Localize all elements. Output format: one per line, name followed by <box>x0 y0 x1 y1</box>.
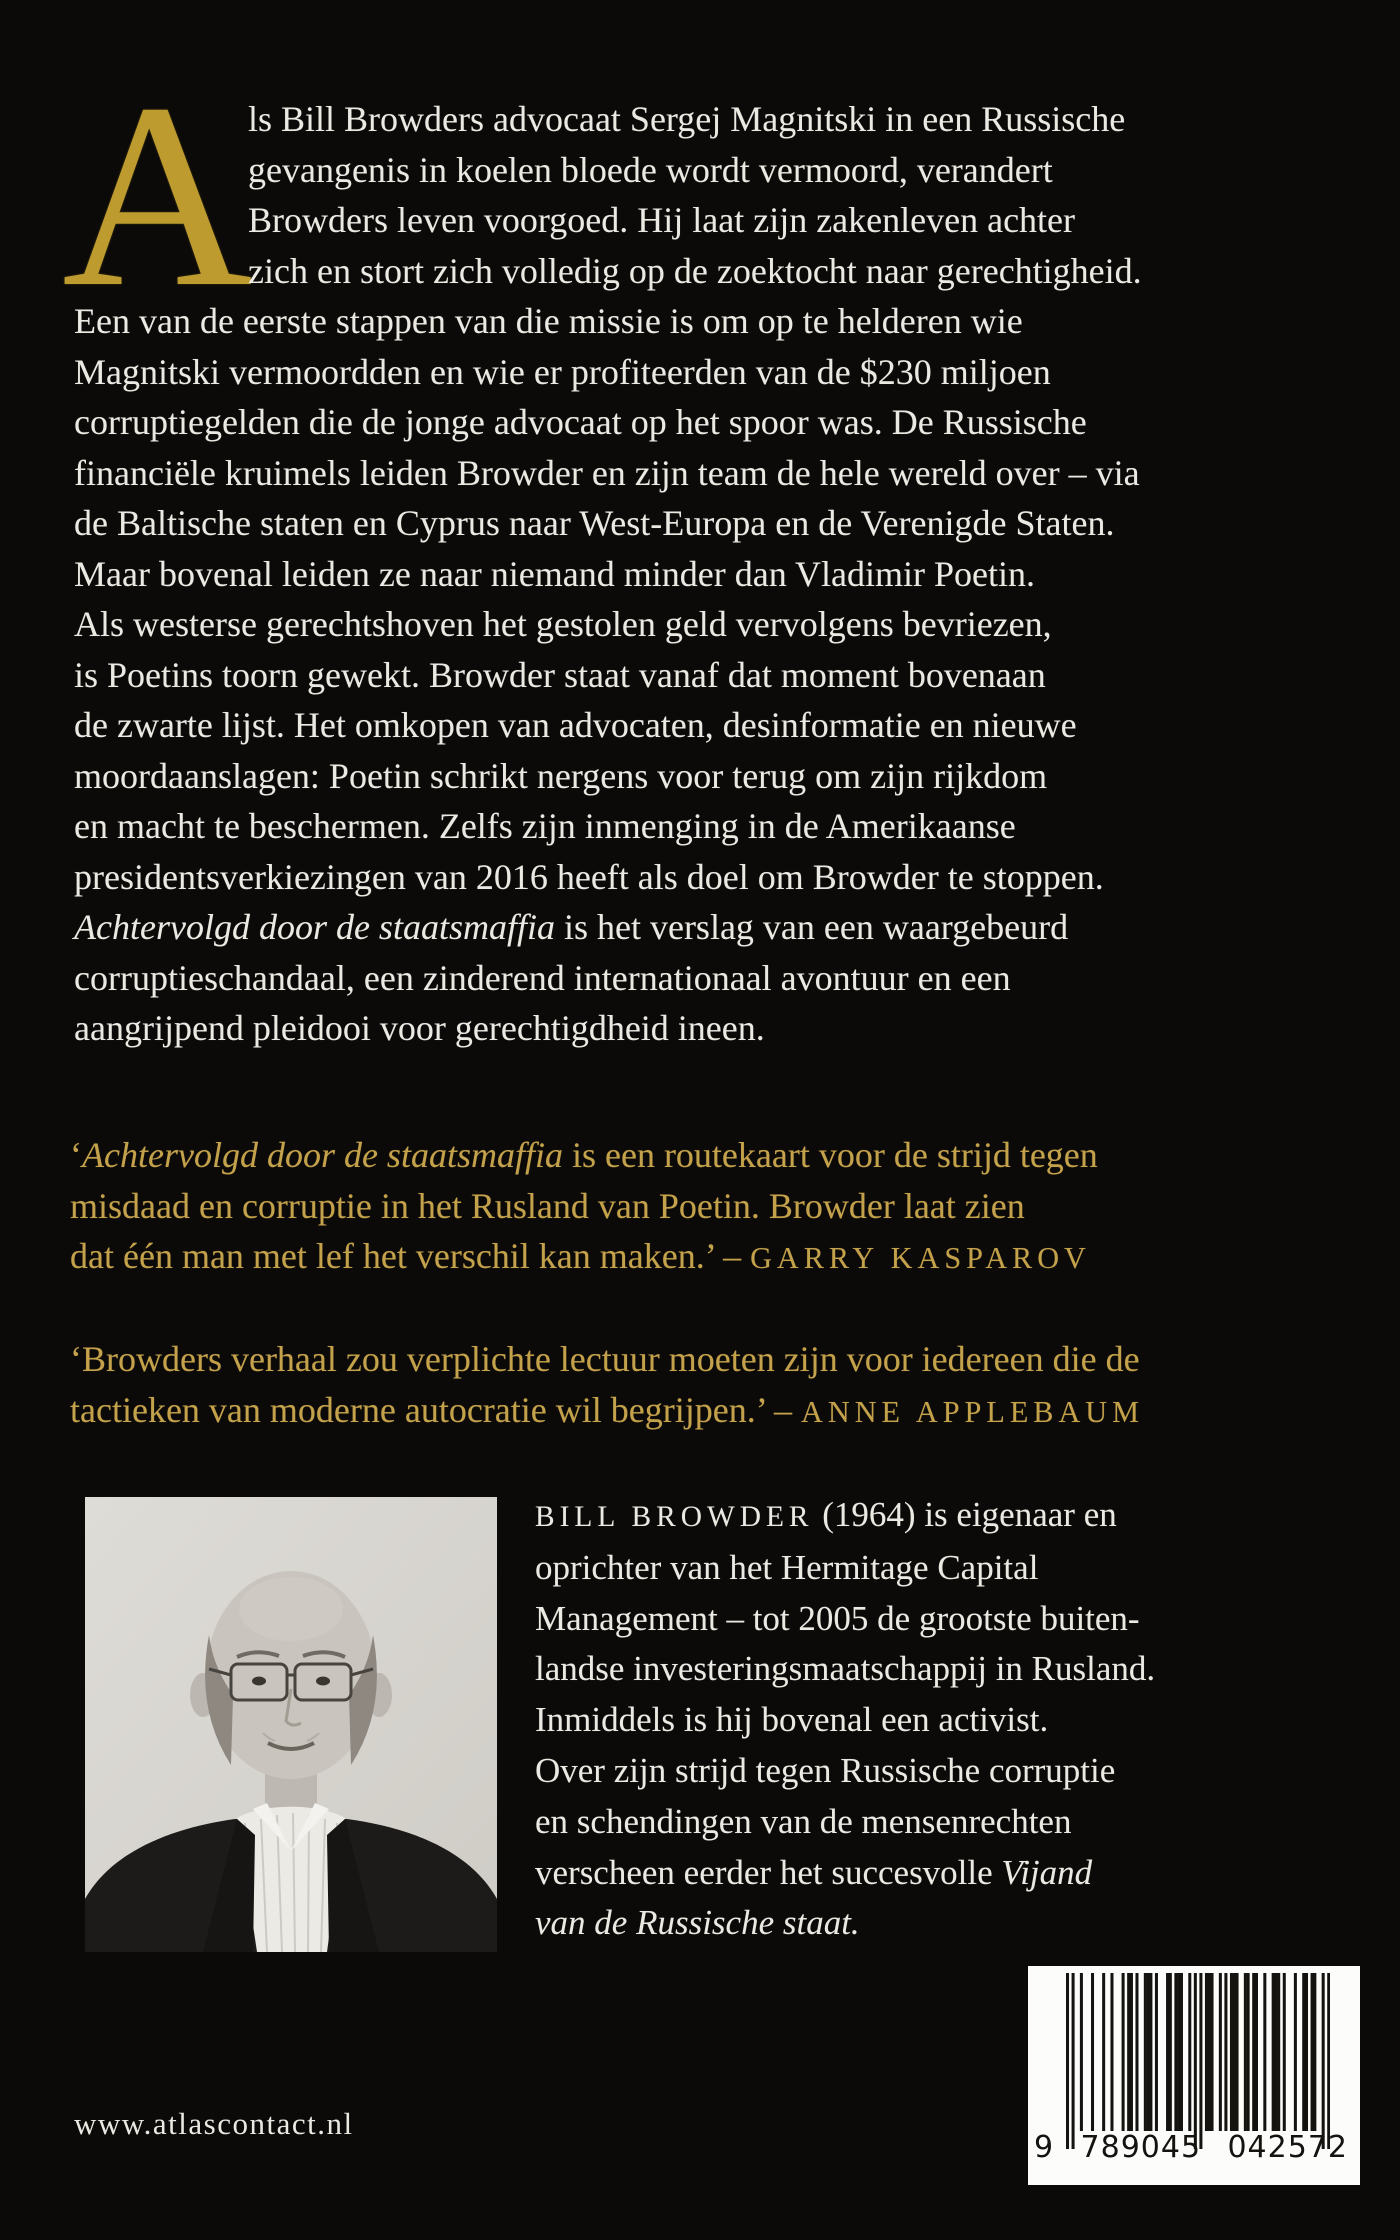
endorsement-quote-kasparov <box>70 1130 1350 1284</box>
text-segment: en macht te beschermen. Zelfs zijn inmenging in de Amerikaanse <box>74 806 1016 846</box>
book-description <box>74 94 1344 1054</box>
isbn-lead-digit: 9 <box>1034 2130 1055 2165</box>
text-segment: gevangenis in koelen bloede wordt vermoord, verandert <box>248 149 1053 190</box>
text-segment: de zwarte lijst. Het omkopen van advocaten, desinformatie en nieuwe <box>74 705 1077 745</box>
text-segment: landse investeringsmaatschappij in Rusland. <box>535 1649 1156 1689</box>
description-line <box>74 801 1344 852</box>
quote-line <box>70 1181 1350 1232</box>
description-line <box>74 953 1344 1004</box>
text-segment: Over zijn strijd tegen Russische corruptie <box>535 1750 1116 1790</box>
text-segment: corruptiegelden die de jonge advocaat op het spoor was. De Russische <box>74 402 1087 442</box>
description-line <box>74 751 1344 802</box>
text-segment-smallcaps: BILL BROWDER <box>535 1501 814 1533</box>
text-segment: moordaanslagen: Poetin schrikt nergens voor terug om zijn rijkdom <box>74 755 1048 796</box>
bio-line <box>535 1746 1275 1797</box>
description-line <box>74 397 1344 448</box>
description-line <box>74 650 1344 701</box>
text-segment: is Poetins toorn gewekt. Browder staat vanaf dat moment bovenaan <box>74 654 1046 695</box>
author-bio <box>535 1490 1275 1949</box>
endorsement-quote-applebaum <box>70 1334 1350 1437</box>
text-segment: corruptieschandaal, een zinderend internationaal avontuur en een <box>74 957 1011 998</box>
text-segment: ‘Browders verhaal zou verplichte lectuur moeten zijn voor iedereen die de <box>70 1339 1140 1379</box>
description-line <box>74 549 1344 600</box>
text-segment: Browders leven voorgoed. Hij laat zijn zakenleven achter <box>248 200 1076 240</box>
text-segment: (1964) is eigenaar en <box>813 1495 1117 1534</box>
text-segment: aangrijpend pleidooi voor gerechtigdheid ineen. <box>74 1008 765 1048</box>
quote-line <box>70 1130 1350 1181</box>
text-segment: Maar bovenal leiden ze naar niemand minder dan Vladimir Poetin. <box>74 553 1036 594</box>
description-line <box>74 852 1344 903</box>
description-line <box>74 195 1344 246</box>
text-segment: Een van de eerste stappen van die missie is om op te helderen wie <box>74 301 1023 341</box>
text-segment: ‘ <box>70 1135 82 1175</box>
text-segment-smallcaps: ANNE APPLEBAUM <box>801 1394 1145 1429</box>
text-segment: de Baltische staten en Cyprus naar West-Europa en de Verenigde Staten. <box>74 503 1115 543</box>
isbn-left-group: 789045 <box>1080 2130 1202 2165</box>
description-line <box>74 448 1344 499</box>
quote-line <box>70 1385 1350 1438</box>
bio-line <box>535 1490 1275 1543</box>
text-segment: Inmiddels is hij bovenal een activist. <box>535 1700 1049 1740</box>
text-segment: oprichter van het Hermitage Capital <box>535 1547 1039 1587</box>
description-line <box>74 902 1344 953</box>
text-segment: financiële kruimels leiden Browder en zijn team de hele wereld over – via <box>74 452 1140 493</box>
text-segment: ls Bill Browders advocaat Sergej Magnitski in een Russische <box>248 99 1126 139</box>
description-line <box>74 599 1344 650</box>
barcode-bars <box>1066 1973 1330 2149</box>
text-segment-italic: Achtervolgd door de staatsmaffia <box>74 907 555 947</box>
description-line <box>74 347 1344 398</box>
text-segment: zich en stort zich volledig op de zoektocht naar gerechtigheid. <box>248 250 1142 291</box>
bio-line <box>535 1898 1275 1949</box>
text-segment-italic: Vijand <box>1001 1852 1093 1892</box>
author-portrait-illustration <box>85 1497 497 1952</box>
text-segment: Management – tot 2005 de grootste buiten- <box>535 1598 1140 1638</box>
description-line <box>74 498 1344 549</box>
text-segment: verscheen eerder het succesvolle <box>535 1852 1002 1892</box>
text-segment: tactieken van moderne autocratie wil begrijpen.’ – <box>70 1389 802 1430</box>
description-line <box>74 296 1344 347</box>
text-segment: Als westerse gerechtshoven het gestolen geld vervolgens bevriezen, <box>74 604 1052 644</box>
publisher-url: www.atlascontact.nl <box>74 2106 354 2141</box>
text-segment-smallcaps: GARRY KASPAROV <box>750 1241 1091 1275</box>
bio-line <box>535 1848 1275 1899</box>
quote-line <box>70 1334 1350 1385</box>
text-segment-italic: Achtervolgd door de staatsmaffia <box>82 1135 563 1175</box>
text-segment: is het verslag van een waargebeurd <box>554 907 1069 947</box>
bio-line <box>535 1695 1275 1746</box>
bio-line <box>535 1644 1275 1695</box>
barcode-number <box>1034 2130 1348 2165</box>
text-segment-italic: van de Russische staat. <box>535 1903 860 1943</box>
description-line <box>74 145 1344 196</box>
text-segment: dat één man met lef het verschil kan maken.’ – <box>70 1236 751 1276</box>
bio-line <box>535 1594 1275 1645</box>
bio-line <box>535 1543 1275 1594</box>
quote-line <box>70 1231 1350 1284</box>
text-segment: misdaad en corruptie in het Rusland van Poetin. Browder laat zien <box>70 1185 1025 1226</box>
author-photo <box>85 1497 497 1952</box>
text-segment: is een routekaart voor de strijd tegen <box>562 1135 1098 1175</box>
description-line <box>74 94 1344 145</box>
isbn-barcode <box>1028 1966 1360 2185</box>
text-segment: presidentsverkiezingen van 2016 heeft als doel om Browder te stoppen. <box>74 856 1104 897</box>
drop-cap-letter: A <box>62 50 253 342</box>
description-line <box>74 700 1344 751</box>
bio-line <box>535 1797 1275 1848</box>
description-line <box>74 246 1344 297</box>
description-line <box>74 1003 1344 1054</box>
text-segment: Magnitski vermoordden en wie er profiteerden van de $230 miljoen <box>74 351 1051 392</box>
text-segment: en schendingen van de mensenrechten <box>535 1801 1072 1841</box>
isbn-right-group: 042572 <box>1227 2130 1348 2165</box>
